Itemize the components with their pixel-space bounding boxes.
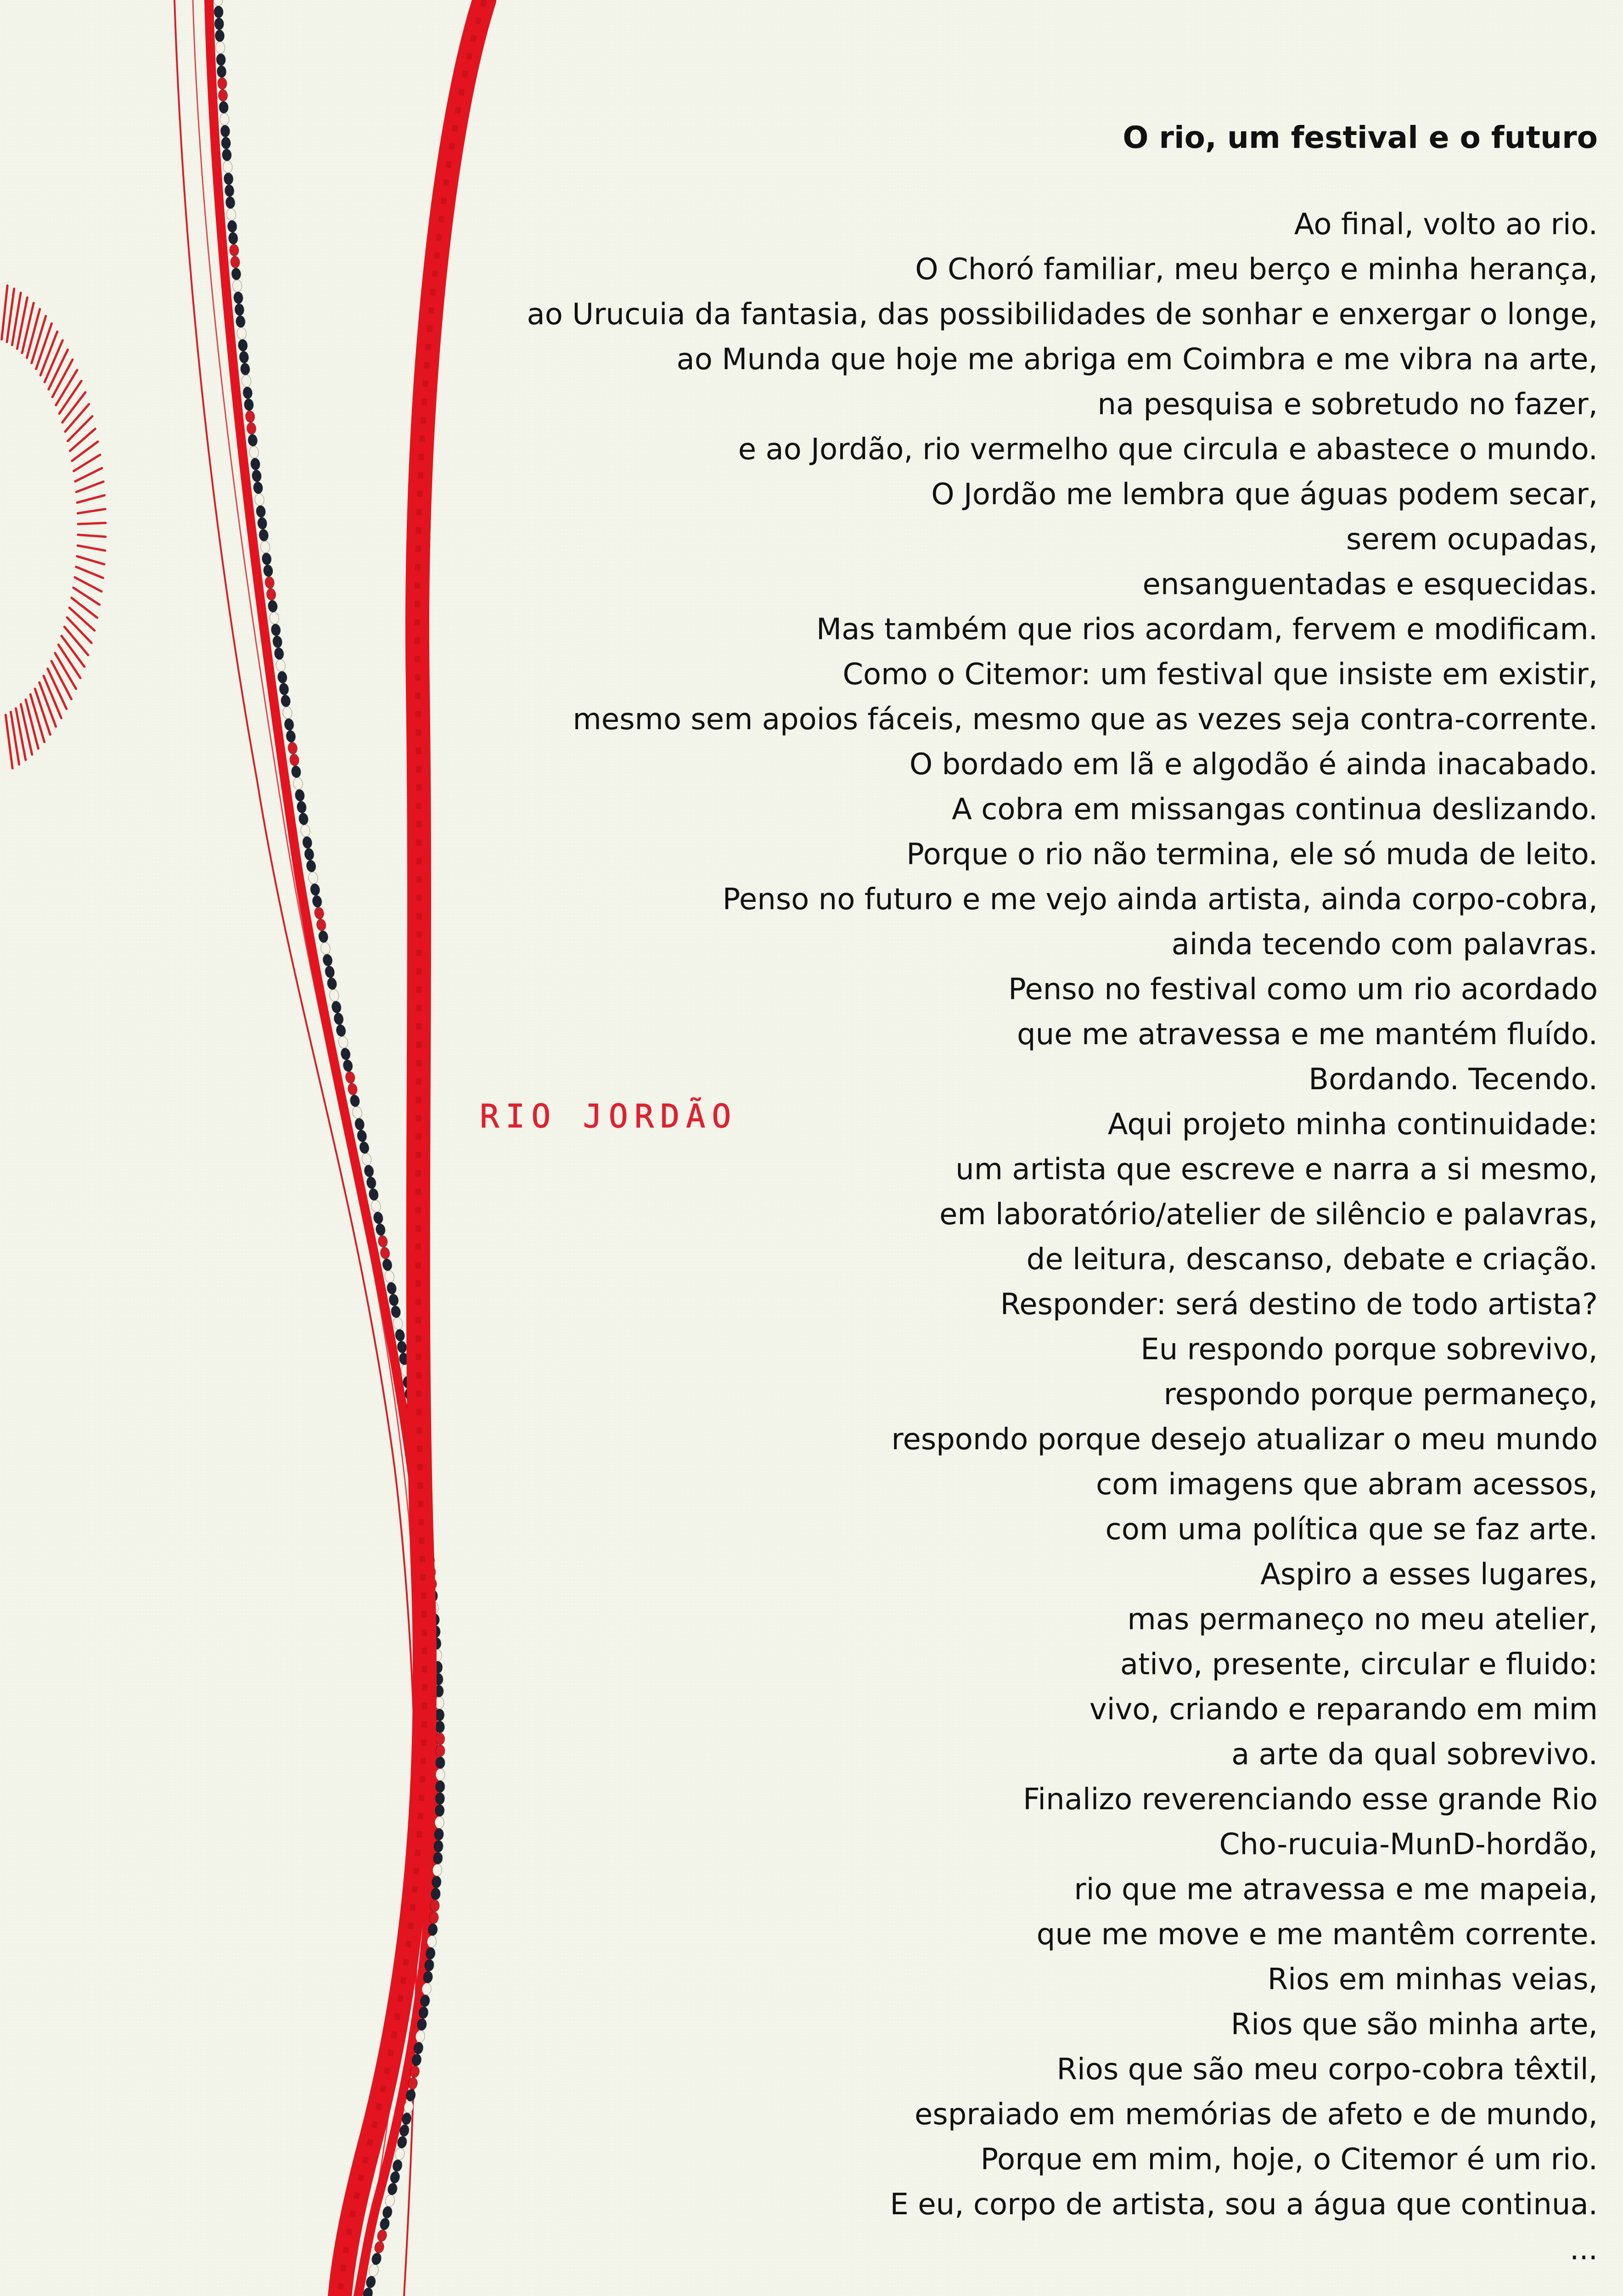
stitch xyxy=(49,350,68,389)
bead xyxy=(236,315,246,328)
stitch xyxy=(62,392,85,422)
poem-line: com imagens que abram acessos, xyxy=(1096,1468,1598,1502)
bead xyxy=(272,635,283,648)
poem-line: ao Urucuia da fantasia, das possibilidades de sonhar e enxergar o longe, xyxy=(527,298,1598,332)
bead xyxy=(256,505,266,518)
bead xyxy=(387,2182,398,2196)
bead xyxy=(277,671,287,684)
bead xyxy=(230,256,240,269)
bead xyxy=(225,185,235,197)
poem-line: Penso no festival como um rio acordado xyxy=(1008,973,1598,1007)
poem-line: Responder: será destino de todo artista? xyxy=(1000,1288,1598,1322)
bead xyxy=(388,1293,399,1306)
bead xyxy=(371,2252,382,2266)
bead xyxy=(373,1211,384,1225)
bead xyxy=(361,1153,372,1166)
bead xyxy=(359,1141,370,1154)
bead xyxy=(217,65,226,78)
bead xyxy=(314,906,325,920)
bead xyxy=(263,564,273,577)
stitch xyxy=(48,669,67,709)
bead xyxy=(371,1199,382,1213)
bead xyxy=(228,232,238,245)
bead xyxy=(342,1059,354,1072)
stitch xyxy=(78,535,106,537)
bead xyxy=(216,53,225,66)
bead xyxy=(322,953,333,967)
stitch xyxy=(56,370,77,405)
bead xyxy=(365,1176,377,1189)
stitch xyxy=(44,676,62,718)
stitch xyxy=(59,381,81,414)
bead xyxy=(296,800,307,814)
poem-line: em laboratório/atelier de silêncio e palavras, xyxy=(939,1198,1598,1232)
bead xyxy=(306,860,317,873)
stitch xyxy=(75,577,101,591)
bead xyxy=(227,220,237,233)
stitch xyxy=(77,556,104,564)
poem-line: de leitura, descanso, debate e criação. xyxy=(1026,1243,1598,1277)
bead xyxy=(368,1187,379,1201)
poem-line: Finalizo reverenciando esse grande Rio xyxy=(1023,1783,1598,1817)
bead xyxy=(222,149,232,161)
bead xyxy=(340,1047,351,1061)
bead xyxy=(214,6,224,18)
bead xyxy=(219,101,229,113)
poem-line: A cobra em missangas continua deslizando. xyxy=(952,793,1598,827)
poem-line: Rios que são minha arte, xyxy=(1230,2008,1598,2042)
bead xyxy=(300,824,311,838)
bead xyxy=(252,469,262,482)
bead xyxy=(294,789,305,802)
stitch xyxy=(36,323,52,369)
bead xyxy=(386,1282,397,1295)
bead xyxy=(324,965,335,979)
bead xyxy=(352,1106,363,1119)
bead xyxy=(329,989,340,1002)
poem-line: e ao Jordão, rio vermelho que circula e abastece o mundo. xyxy=(738,433,1598,467)
bead xyxy=(232,280,242,293)
bead xyxy=(384,1270,395,1283)
stitch xyxy=(65,404,89,432)
poem-line: E eu, corpo de artista, sou a água que continua. xyxy=(890,2188,1598,2222)
poem-line: um artista que escreve e narra a si mesmo, xyxy=(955,1153,1598,1187)
stitch xyxy=(76,567,103,578)
poem-line: Aspiro a esses lugares, xyxy=(1260,1558,1598,1592)
bead xyxy=(354,1117,365,1131)
stitch xyxy=(39,682,56,726)
bead xyxy=(225,196,236,208)
bead xyxy=(219,113,230,125)
bead xyxy=(389,2171,401,2184)
bead xyxy=(347,1082,358,1096)
poem-line: Rios em minhas veias, xyxy=(1267,1963,1598,1997)
poem-title: O rio, um festival e o futuro xyxy=(1123,120,1598,155)
poem-line: Porque o rio não termina, ele só muda de leito. xyxy=(906,838,1598,872)
bead xyxy=(303,848,314,861)
bead xyxy=(234,303,244,316)
bead xyxy=(260,540,270,553)
bead xyxy=(264,576,275,589)
bead xyxy=(331,1000,342,1013)
poem-line: Ao final, volto ao rio. xyxy=(1294,208,1598,242)
rio-jordao-label: RIO JORDÃO xyxy=(480,1097,738,1135)
poem-block xyxy=(404,115,1598,2272)
bead xyxy=(302,836,313,849)
bead xyxy=(221,137,231,149)
bead xyxy=(379,2217,390,2231)
bead xyxy=(363,1164,375,1177)
poem-line: respondo porque permaneço, xyxy=(1163,1378,1598,1412)
bead xyxy=(217,77,227,90)
thin-red-thread xyxy=(174,0,417,2296)
stitch xyxy=(30,694,44,742)
bead xyxy=(244,398,254,411)
bead xyxy=(318,930,329,943)
bead xyxy=(312,895,323,908)
bead xyxy=(213,0,223,6)
stitch xyxy=(75,468,102,481)
stitch xyxy=(55,653,76,689)
poem-line: O Jordão me lembra que águas podem secar, xyxy=(931,478,1598,512)
bead xyxy=(266,588,276,601)
thin-red-thread-inner xyxy=(193,0,416,2296)
stitch xyxy=(78,546,105,551)
poem-line: espraiado em memórias de afeto e de mundo, xyxy=(915,2098,1598,2132)
stitch xyxy=(2,286,7,339)
stitch xyxy=(58,645,80,678)
bead xyxy=(242,386,253,399)
bead xyxy=(215,29,225,42)
poem-line: Mas também que rios acordam, fervem e modificam. xyxy=(816,613,1598,647)
bead xyxy=(376,2229,387,2243)
stitch xyxy=(40,332,57,375)
bead xyxy=(289,754,300,767)
bead xyxy=(247,434,258,447)
bead xyxy=(298,812,309,826)
poem-line: Como o Citemor: um festival que insiste em existir, xyxy=(842,658,1598,692)
bead xyxy=(375,1223,387,1236)
bead xyxy=(240,363,251,376)
bead xyxy=(373,2240,385,2254)
poem-line: rio que me atravessa e me mapeia, xyxy=(1074,1873,1598,1907)
bead xyxy=(239,351,249,364)
bead xyxy=(356,1129,368,1142)
poem-line: vivo, criando e reparando em mim xyxy=(1089,1693,1598,1727)
bead xyxy=(253,481,264,494)
stitch xyxy=(26,700,38,749)
bead xyxy=(226,208,236,221)
bead xyxy=(267,600,278,613)
bead xyxy=(223,161,233,173)
bead xyxy=(270,624,281,636)
poem-line: ativo, presente, circular e fluido: xyxy=(1120,1648,1598,1682)
poem-line: Eu respondo porque sobrevivo, xyxy=(1140,1333,1598,1367)
bead xyxy=(335,1024,347,1037)
bead xyxy=(215,41,225,54)
stitch xyxy=(67,618,91,643)
poem-line: Penso no futuro e me vejo ainda artista, ainda corpo-cobra, xyxy=(722,883,1598,917)
bead xyxy=(231,268,241,281)
bead xyxy=(337,1035,349,1049)
poem-line: ... xyxy=(1569,2233,1598,2267)
bead xyxy=(390,1305,401,1318)
bead xyxy=(245,410,255,423)
stitch xyxy=(27,309,40,358)
bead xyxy=(274,647,284,660)
bead xyxy=(377,1235,388,1248)
bead xyxy=(292,777,303,790)
bead xyxy=(365,2275,377,2289)
bead xyxy=(382,2206,393,2219)
bead xyxy=(368,2263,380,2277)
poem-line: Cho-rucuia-MunD-hordão, xyxy=(1219,1828,1598,1862)
stitch xyxy=(78,523,106,524)
bead xyxy=(287,742,298,755)
bead xyxy=(392,2159,403,2172)
bead xyxy=(384,2194,396,2208)
bead xyxy=(282,706,293,720)
stitch xyxy=(78,509,105,513)
poem-line: que me atravessa e me mantém fluído. xyxy=(1016,1018,1598,1052)
bead xyxy=(250,457,261,470)
poem-line: ainda tecendo com palavras. xyxy=(1171,928,1598,962)
stitch xyxy=(69,608,95,631)
bead xyxy=(279,682,289,696)
bead xyxy=(333,1012,344,1025)
bead xyxy=(349,1094,361,1108)
poem-line: Porque em mim, hoje, o Citemor é um rio. xyxy=(980,2143,1598,2177)
stitch xyxy=(64,627,88,655)
bead xyxy=(249,446,259,459)
bead xyxy=(393,1317,404,1330)
stitch xyxy=(77,495,104,503)
bead xyxy=(229,244,239,257)
stitch xyxy=(62,636,84,667)
poem-line: O bordado em lã e algodão é ainda inacabado. xyxy=(909,748,1598,782)
poem-line: O Choró familiar, meu berço e minha herança, xyxy=(915,253,1598,287)
bead xyxy=(379,1246,390,1260)
bead xyxy=(291,765,302,778)
poem-line: que me move e me mantêm corrente. xyxy=(1036,1918,1598,1952)
poem-line: serem ocupadas, xyxy=(1346,523,1598,557)
stitch xyxy=(76,482,103,492)
bead xyxy=(233,292,243,304)
poem-line: Rios que são meu corpo-cobra têxtil, xyxy=(1056,2053,1598,2087)
bead xyxy=(241,375,252,388)
bead xyxy=(257,517,268,530)
bead xyxy=(214,18,224,30)
bead xyxy=(236,327,247,340)
poem-line: na pesquisa e sobretudo no fazer, xyxy=(1097,388,1598,422)
bead xyxy=(382,1258,393,1272)
poem-line: Bordando. Tecendo. xyxy=(1309,1063,1598,1097)
bead xyxy=(320,942,331,955)
poem-line: a arte da qual sobrevivo. xyxy=(1231,1738,1598,1772)
bead xyxy=(261,552,272,565)
bead xyxy=(246,422,257,435)
bead xyxy=(286,730,297,743)
stitch xyxy=(52,360,73,397)
bead xyxy=(238,339,248,352)
stitch xyxy=(35,689,50,735)
poem-line: mas permaneço no meu atelier, xyxy=(1127,1603,1598,1637)
bead xyxy=(308,871,319,884)
bead xyxy=(218,89,228,101)
stitch xyxy=(32,316,46,363)
stitched-arc xyxy=(2,286,106,768)
stitch xyxy=(45,340,62,382)
poem-line: ao Munda que hoje me abriga em Coimbra e me vibra na arte, xyxy=(676,343,1598,377)
bead xyxy=(275,659,286,672)
bead xyxy=(224,173,234,185)
bead xyxy=(269,612,280,625)
poem-line: respondo porque desejo atualizar o meu mundo xyxy=(891,1423,1598,1457)
poem-line: Aqui projeto minha continuidade: xyxy=(1107,1108,1598,1142)
poem-line: ensanguentadas e esquecidas. xyxy=(1142,568,1598,602)
poem-line: com uma política que se faz arte. xyxy=(1105,1513,1598,1547)
bead xyxy=(258,529,269,541)
bead xyxy=(326,977,337,990)
bead xyxy=(254,493,265,506)
bead xyxy=(316,918,327,932)
stitch xyxy=(51,661,71,699)
bead xyxy=(284,718,295,731)
bead xyxy=(220,125,230,137)
stitch xyxy=(67,416,92,441)
bead xyxy=(344,1071,356,1084)
poem-lines xyxy=(404,202,1598,2272)
poem-line: mesmo sem apoios fáceis, mesmo que as vezes seja contra-corrente. xyxy=(573,703,1598,737)
bead xyxy=(309,883,320,896)
bead xyxy=(280,694,291,708)
